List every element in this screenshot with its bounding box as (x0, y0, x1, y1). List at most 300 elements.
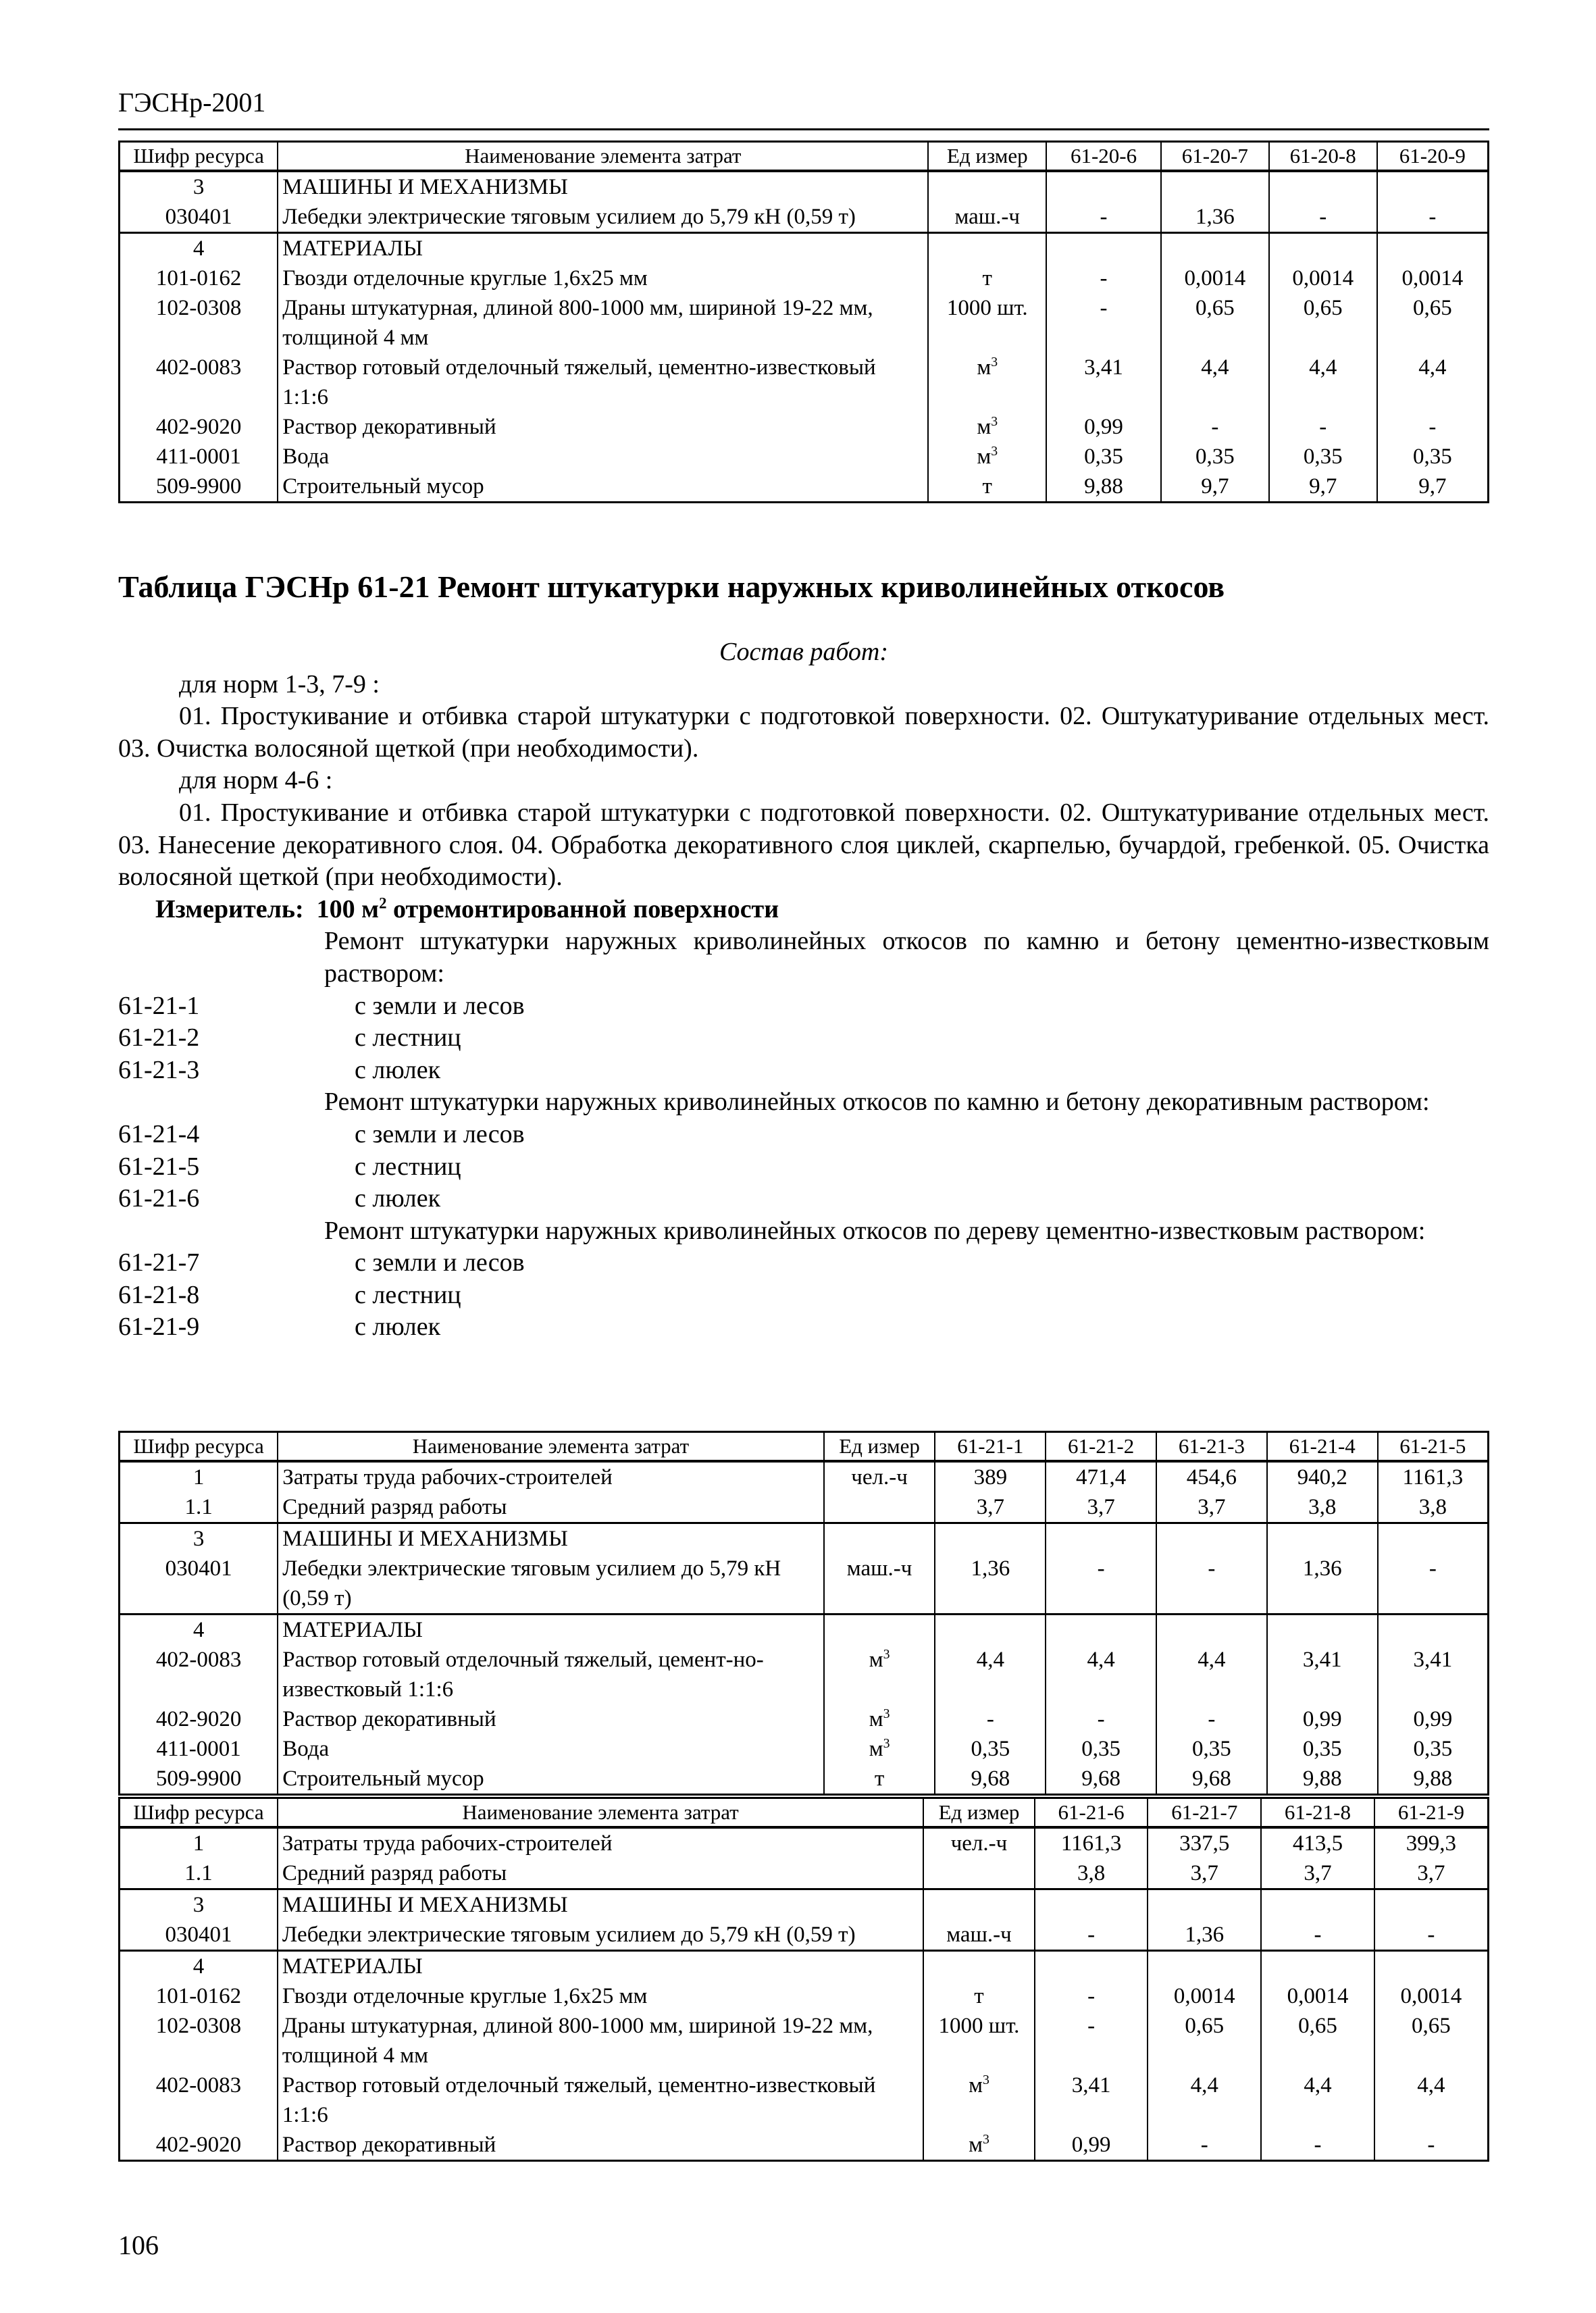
norm-value (1378, 1615, 1489, 1646)
resource-name: Раствор декоративный (278, 2130, 923, 2161)
resource-name: Гвозди отделочные круглые 1,6х25 мм (278, 263, 928, 293)
norm-value: 0,0014 (1269, 263, 1377, 293)
unit-cell (824, 1704, 935, 1734)
col-header-name: Наименование элемента затрат (278, 1798, 923, 1828)
table-row (120, 1827, 1489, 1858)
norm-value: 1,36 (1267, 1554, 1378, 1615)
unit-exponent: 3 (883, 1706, 890, 1721)
norm-value: 3,8 (1267, 1492, 1378, 1523)
norm-value: 1,36 (935, 1554, 1046, 1615)
table-section (120, 233, 1489, 503)
table-row (120, 2011, 1489, 2070)
norm-label: с земли и лесов (355, 991, 525, 1020)
col-header-norm: 61-21-9 (1374, 1798, 1489, 1828)
table-row (120, 293, 1489, 353)
work-description (118, 636, 1489, 1344)
norm-value: 0,35 (935, 1734, 1046, 1764)
table-header (120, 142, 1489, 172)
table-row (120, 1523, 1489, 1554)
norm-code: 61-21-3 (118, 1055, 200, 1084)
norm-value: - (1161, 412, 1269, 442)
page-number: 106 (118, 2230, 159, 2260)
col-header-norm: 61-21-2 (1046, 1432, 1156, 1462)
norm-value: 4,4 (1377, 353, 1489, 412)
norm-value: - (1046, 1554, 1156, 1615)
norm-value: 4,4 (1269, 353, 1377, 412)
resource-name: Вода (278, 1734, 823, 1764)
unit-cell (928, 293, 1046, 353)
norm-value: - (1374, 1920, 1489, 1951)
resource-code: 1 (120, 1461, 278, 1492)
norm-value: - (1046, 263, 1161, 293)
unit-cell (824, 1492, 935, 1523)
norm-value (1267, 1615, 1378, 1646)
norm-value: 0,0014 (1374, 1981, 1489, 2011)
norm-value (1148, 1951, 1261, 1982)
norm-value: 0,35 (1161, 442, 1269, 472)
measure-rest: отремонтированной поверхности (392, 894, 779, 923)
norm-value: 4,4 (1261, 2070, 1374, 2130)
table-header (120, 1798, 1489, 1828)
norm-value (1377, 233, 1489, 264)
resource-code: 1.1 (120, 1858, 278, 1889)
norm-value (1261, 1951, 1374, 1982)
norm-value: 413,5 (1261, 1827, 1374, 1858)
resource-code: 3 (120, 171, 278, 202)
norm-value: 0,0014 (1148, 1981, 1261, 2011)
norm-label: с лестниц (355, 1152, 461, 1181)
norm-value: 0,35 (1046, 1734, 1156, 1764)
resource-table-61-20 (118, 141, 1489, 503)
resource-code: 509-9900 (120, 472, 278, 503)
unit-cell (928, 263, 1046, 293)
unit: м (977, 415, 992, 439)
col-header-code: Шифр ресурса (120, 1798, 278, 1828)
norm-code: 61-21-5 (118, 1152, 200, 1181)
resource-name: Затраты труда рабочих-строителей (278, 1827, 923, 1858)
norm-value: 0,65 (1161, 293, 1269, 353)
norm-value: 4,4 (1148, 2070, 1261, 2130)
norm-value: 0,99 (1378, 1704, 1489, 1734)
norm-value: 4,4 (1156, 1645, 1267, 1704)
col-header-name: Наименование элемента затрат (278, 1432, 823, 1462)
unit: маш.-ч (946, 1923, 1012, 1947)
resource-name: Средний разряд работы (278, 1858, 923, 1889)
unit: т (874, 1766, 885, 1791)
col-header-norm: 61-21-6 (1035, 1798, 1148, 1828)
norm-code: 61-21-9 (118, 1313, 200, 1342)
section-heading: МАТЕРИАЛЫ (278, 1615, 823, 1646)
unit: чел.-ч (851, 1465, 908, 1490)
unit-cell (824, 1554, 935, 1615)
section-title: Таблица ГЭСНр 61-21 Ремонт штукатурки наружных криволинейных откосов (118, 569, 1225, 604)
norm-code: 61-21-1 (118, 991, 200, 1020)
norm-value: 9,68 (1046, 1764, 1156, 1795)
norm-value: 3,7 (1261, 1858, 1374, 1889)
norm-value: 4,4 (1374, 2070, 1489, 2130)
norm-value: 0,35 (1046, 442, 1161, 472)
norm-value: - (935, 1704, 1046, 1734)
col-header-name: Наименование элемента затрат (278, 142, 928, 172)
resource-code: 509-9900 (120, 1764, 278, 1795)
norm-item (118, 1311, 1489, 1344)
col-header-norm: 61-21-7 (1148, 1798, 1261, 1828)
norm-value: 9,7 (1161, 472, 1269, 503)
col-header-norm: 61-21-4 (1267, 1432, 1378, 1462)
norm-value (1161, 171, 1269, 202)
unit-cell (923, 1951, 1035, 1982)
resource-name: Раствор декоративный (278, 1704, 823, 1734)
norm-value: 0,0014 (1261, 1981, 1374, 2011)
header-rule (118, 128, 1489, 130)
norm-value: 0,35 (1156, 1734, 1267, 1764)
section-heading: МАТЕРИАЛЫ (278, 1951, 923, 1982)
unit-cell (824, 1615, 935, 1646)
table-row (120, 171, 1489, 202)
running-header: ГЭСНр-2001 (118, 87, 266, 118)
section-heading: МАШИНЫ И МЕХАНИЗМЫ (278, 1889, 923, 1921)
norm-value: - (1269, 412, 1377, 442)
unit-cell (928, 353, 1046, 412)
norm-value: 3,8 (1035, 1858, 1148, 1889)
norm-value: 0,65 (1374, 2011, 1489, 2070)
col-header-norm: 61-21-8 (1261, 1798, 1374, 1828)
norm-value: 3,41 (1035, 2070, 1148, 2130)
resource-code: 101-0162 (120, 263, 278, 293)
norm-item (118, 1151, 1489, 1184)
norm-value: 9,7 (1269, 472, 1377, 503)
unit: м (869, 1737, 883, 1761)
col-header-norm: 61-20-7 (1161, 142, 1269, 172)
table-row (120, 1615, 1489, 1646)
table-row (120, 1492, 1489, 1523)
norm-value (1378, 1523, 1489, 1554)
unit: м (977, 444, 992, 469)
norm-value (1161, 233, 1269, 264)
resource-code: 1.1 (120, 1492, 278, 1523)
norm-value: - (1035, 1981, 1148, 2011)
unit: т (982, 474, 992, 499)
norm-code: 61-21-7 (118, 1248, 200, 1277)
unit-cell (923, 2070, 1035, 2130)
norm-code: 61-21-4 (118, 1119, 200, 1148)
header-row (120, 1798, 1489, 1828)
norm-value: 0,99 (1046, 412, 1161, 442)
table-row (120, 1951, 1489, 1982)
norm-item (118, 1022, 1489, 1054)
table-header (120, 1432, 1489, 1462)
resource-code: 402-0083 (120, 2070, 278, 2130)
norm-value: 1161,3 (1035, 1827, 1148, 1858)
norm-code: 61-21-6 (118, 1184, 200, 1213)
col-header-unit: Ед измер (928, 142, 1046, 172)
norm-value: 471,4 (1046, 1461, 1156, 1492)
table-row (120, 263, 1489, 293)
table-row (120, 233, 1489, 264)
norm-value: - (1378, 1554, 1489, 1615)
col-header-norm: 61-20-8 (1269, 142, 1377, 172)
norm-value: 3,41 (1267, 1645, 1378, 1704)
unit: 1000 шт. (938, 2014, 1020, 2038)
section-heading: МАШИНЫ И МЕХАНИЗМЫ (278, 1523, 823, 1554)
unit-cell (923, 1920, 1035, 1951)
norm-value: 0,65 (1148, 2011, 1261, 2070)
norms-label-1: для норм 1-3, 7-9 : (179, 669, 380, 698)
norm-value: 9,88 (1378, 1764, 1489, 1795)
norm-label: с люлек (355, 1055, 441, 1084)
norm-label: с лестниц (355, 1023, 461, 1052)
col-header-norm: 61-20-6 (1046, 142, 1161, 172)
norm-value: 4,4 (935, 1645, 1046, 1704)
norm-value (1267, 1523, 1378, 1554)
resource-code: 3 (120, 1889, 278, 1921)
norm-value: - (1374, 2130, 1489, 2161)
norm-value (935, 1615, 1046, 1646)
norm-value: 3,7 (1156, 1492, 1267, 1523)
resource-code: 4 (120, 233, 278, 264)
table-row (120, 1734, 1489, 1764)
table-row (120, 1889, 1489, 1921)
resource-name: Средний разряд работы (278, 1492, 823, 1523)
unit-cell (923, 1889, 1035, 1921)
resource-name: Строительный мусор (278, 1764, 823, 1795)
table-section (120, 171, 1489, 233)
unit-cell (928, 171, 1046, 202)
resource-table-61-21-b (118, 1797, 1489, 2162)
table-row (120, 1858, 1489, 1889)
table-row (120, 2130, 1489, 2161)
unit-cell (824, 1523, 935, 1554)
measure-label: Измеритель: (155, 894, 304, 923)
unit-exponent: 3 (883, 1736, 890, 1751)
resource-code: 3 (120, 1523, 278, 1554)
norm-groups (118, 925, 1489, 1344)
norm-value (1046, 1615, 1156, 1646)
norm-value: 4,4 (1161, 353, 1269, 412)
resource-code: 402-0083 (120, 353, 278, 412)
unit-cell (928, 412, 1046, 442)
norm-value: 0,99 (1267, 1704, 1378, 1734)
resource-name: Строительный мусор (278, 472, 928, 503)
resource-code: 030401 (120, 1920, 278, 1951)
norm-value: - (1156, 1704, 1267, 1734)
norm-value: - (1261, 2130, 1374, 2161)
norm-value (1377, 171, 1489, 202)
norm-value: 389 (935, 1461, 1046, 1492)
norm-value: - (1377, 412, 1489, 442)
norm-value (1156, 1523, 1267, 1554)
table-row (120, 1645, 1489, 1704)
section-heading: МАТЕРИАЛЫ (278, 233, 928, 264)
table-section (120, 1461, 1489, 1523)
table-row (120, 353, 1489, 412)
table-row (120, 2070, 1489, 2130)
col-header-code: Шифр ресурса (120, 142, 278, 172)
unit-cell (923, 1981, 1035, 2011)
header-row (120, 142, 1489, 172)
resource-name: Драны штукатурная, длиной 800-1000 мм, шириной 19-22 мм, толщиной 4 мм (278, 2011, 923, 2070)
norm-value: 0,0014 (1377, 263, 1489, 293)
resource-name: Лебедки электрические тяговым усилием до 5,79 кН (0,59 т) (278, 1920, 923, 1951)
resource-name: Лебедки электрические тяговым усилием до 5,79 кН (0,59 т) (278, 1554, 823, 1615)
resource-name: Раствор готовый отделочный тяжелый, цементно-известковый 1:1:6 (278, 353, 928, 412)
resource-code: 411-0001 (120, 442, 278, 472)
resource-code: 402-9020 (120, 412, 278, 442)
col-header-norm: 61-21-1 (935, 1432, 1046, 1462)
table-section (120, 1951, 1489, 2161)
norm-value: 0,35 (1377, 442, 1489, 472)
norm-item (118, 1247, 1489, 1279)
norm-value: - (1035, 2011, 1148, 2070)
norm-value: 3,41 (1378, 1645, 1489, 1704)
norm-value: 9,88 (1046, 472, 1161, 503)
norm-value (1156, 1615, 1267, 1646)
work-steps-2: 01. Простукивание и отбивка старой штукатурки с подготовкой поверхности. 02. Оштукатуривание отдельных мест. 03. Нанесение декоративного слоя. 04. Обработка декоративного слоя циклей, скарпелью, бучардой, гребенкой. 05. Очистка волосяной щеткой (при необходимости). (118, 798, 1489, 892)
norm-value: 337,5 (1148, 1827, 1261, 1858)
resource-name: Драны штукатурная, длиной 800-1000 мм, шириной 19-22 мм, толщиной 4 мм (278, 293, 928, 353)
unit-cell (824, 1764, 935, 1795)
unit-cell (928, 472, 1046, 503)
resource-name: Затраты труда рабочих-строителей (278, 1461, 823, 1492)
unit-cell (824, 1645, 935, 1704)
norm-item (118, 1279, 1489, 1312)
resource-name: Вода (278, 442, 928, 472)
unit-cell (928, 233, 1046, 264)
norm-value: 940,2 (1267, 1461, 1378, 1492)
unit-cell (928, 442, 1046, 472)
measure-sup: 2 (379, 894, 387, 912)
unit: маш.-ч (954, 205, 1021, 229)
norms-label-2: для норм 4-6 : (179, 766, 333, 795)
norm-value: 0,35 (1269, 442, 1377, 472)
norm-value (1046, 171, 1161, 202)
norm-code: 61-21-2 (118, 1023, 200, 1052)
norm-value: 0,99 (1035, 2130, 1148, 2161)
norm-value: 9,68 (935, 1764, 1046, 1795)
resource-code: 030401 (120, 1554, 278, 1615)
measure-value: 100 м (316, 894, 380, 923)
resource-code: 4 (120, 1951, 278, 1982)
norm-value: 0,65 (1261, 2011, 1374, 2070)
unit: т (974, 1984, 984, 2008)
norm-item (118, 1119, 1489, 1151)
norm-code: 61-21-8 (118, 1280, 200, 1309)
norm-value: 1,36 (1148, 1920, 1261, 1951)
norm-value: 3,8 (1378, 1492, 1489, 1523)
unit-exponent: 3 (982, 2132, 989, 2147)
norm-value: 9,7 (1377, 472, 1489, 503)
composition-heading: Состав работ: (719, 638, 889, 666)
norm-value (1148, 1889, 1261, 1921)
norm-value (1269, 233, 1377, 264)
norm-value: - (1377, 202, 1489, 233)
col-header-norm: 61-21-5 (1378, 1432, 1489, 1462)
norm-group-description: Ремонт штукатурки наружных криволинейных откосов по камню и бетону декоративным раствором: (324, 1088, 1430, 1117)
table-section (120, 1827, 1489, 1889)
norm-value (1269, 171, 1377, 202)
table-row (120, 442, 1489, 472)
table-row (120, 1704, 1489, 1734)
table-row (120, 1461, 1489, 1492)
norm-value: 3,7 (1148, 1858, 1261, 1889)
norm-value: - (1261, 1920, 1374, 1951)
norm-label: с люлек (355, 1313, 441, 1342)
norm-value (1374, 1889, 1489, 1921)
unit-cell (928, 202, 1046, 233)
resource-name: Раствор готовый отделочный тяжелый, цементно-известковый 1:1:6 (278, 2070, 923, 2130)
unit: маш.-ч (846, 1556, 912, 1581)
norm-value: - (1046, 202, 1161, 233)
norm-value (1374, 1951, 1489, 1982)
norm-item (118, 1183, 1489, 1215)
table-section (120, 1889, 1489, 1951)
norm-value (1035, 1951, 1148, 1982)
norm-item (118, 1054, 1489, 1087)
norm-value: 3,7 (935, 1492, 1046, 1523)
norm-value: - (1156, 1554, 1267, 1615)
norm-value: 1161,3 (1378, 1461, 1489, 1492)
unit-cell (923, 1858, 1035, 1889)
unit-exponent: 3 (991, 355, 998, 370)
resource-code: 402-9020 (120, 2130, 278, 2161)
unit-cell (923, 2011, 1035, 2070)
norm-value (1261, 1889, 1374, 1921)
unit: м (977, 355, 992, 380)
unit-exponent: 3 (883, 1647, 890, 1662)
norm-value: 399,3 (1374, 1827, 1489, 1858)
resource-code: 402-9020 (120, 1704, 278, 1734)
norm-label: с лестниц (355, 1280, 461, 1309)
col-header-code: Шифр ресурса (120, 1432, 278, 1462)
norm-value: - (1269, 202, 1377, 233)
norm-value: - (1148, 2130, 1261, 2161)
norm-group-description: Ремонт штукатурки наружных криволинейных откосов по камню и бетону цементно-известковым раствором: (324, 927, 1489, 988)
norm-value: 0,65 (1269, 293, 1377, 353)
header-row (120, 1432, 1489, 1462)
unit: т (982, 266, 992, 290)
norm-item (118, 990, 1489, 1023)
unit: м (969, 2133, 983, 2157)
table-row (120, 1764, 1489, 1795)
table-row (120, 1554, 1489, 1615)
norm-value: 9,68 (1156, 1764, 1267, 1795)
unit: м (969, 2073, 983, 2098)
work-steps-1: 01. Простукивание и отбивка старой штукатурки с подготовкой поверхности. 02. Оштукатуривание отдельных мест. 03. Очистка волосяной щеткой (при необходимости). (118, 702, 1489, 763)
table-row (120, 202, 1489, 233)
table-row (120, 412, 1489, 442)
table-row (120, 1920, 1489, 1951)
unit-cell (923, 1827, 1035, 1858)
resource-code: 102-0308 (120, 2011, 278, 2070)
norm-value: 0,0014 (1161, 263, 1269, 293)
unit-cell (824, 1734, 935, 1764)
resource-code: 402-0083 (120, 1645, 278, 1704)
resource-table-61-21-a (118, 1431, 1489, 1796)
unit-exponent: 3 (991, 444, 998, 459)
norm-label: с земли и лесов (355, 1119, 525, 1148)
norm-group-description: Ремонт штукатурки наружных криволинейных откосов по дереву цементно-известковым раствором: (324, 1216, 1426, 1245)
unit-exponent: 3 (991, 414, 998, 429)
norm-value: - (1046, 1704, 1156, 1734)
unit: м (869, 1707, 883, 1731)
norm-label: с люлек (355, 1184, 441, 1213)
norm-value: 0,65 (1377, 293, 1489, 353)
resource-code: 4 (120, 1615, 278, 1646)
unit: м (869, 1648, 883, 1672)
col-header-unit: Ед измер (824, 1432, 935, 1462)
resource-code: 030401 (120, 202, 278, 233)
resource-code: 1 (120, 1827, 278, 1858)
